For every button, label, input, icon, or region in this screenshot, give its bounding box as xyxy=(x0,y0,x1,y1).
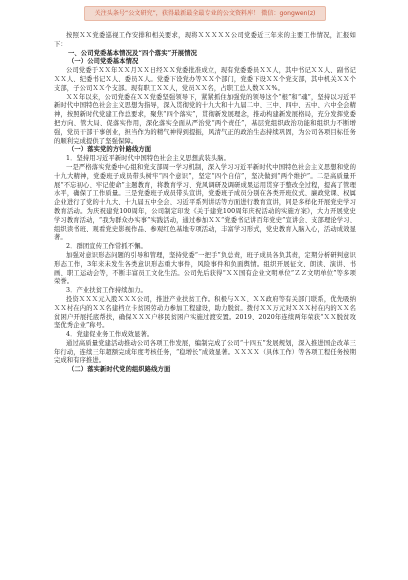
top-banner: 关注头条号“公文研究”，获得最新最全最专业的公文资料库！ 微信：gongwen(z) xyxy=(84,6,326,21)
subsection-heading-organization: （二）落实新时代党的组织路线方面 xyxy=(68,366,171,374)
paragraph-business: 通过高质量党建活动推动公司各项工作发展，编制完成了公司“十四五”发展规划，深入推进国企改革三年行动，连续三年超额完成年度考核任务，“稳增长”成效显著。ＸＸＸＸ（具体工作）等各项工程任务按期完成和有序推进。 xyxy=(54,339,356,365)
intro-paragraph: 按照ＸＸ党委巡视工作安排和相关要求，现将ＸＸＸＸＸ公司党委近三年来的主要工作情况，汇报如下： xyxy=(54,32,356,48)
list-item-2: 2．群团宣传工作常抓不懈。 xyxy=(66,243,147,251)
paragraph-poverty: 投资ＸＸＸ元入股ＸＸＸ公司，推进产业扶贫工作。积极与ＸＸ、ＸＸ政府等有关部门联系，优先吸纳ＸＸ村在内的ＸＸ名建档立卡贫困劳动力参加工程建设，助力脱贫。拨付ＸＸ万元对ＸＸＸ村在内的ＸＸ名贫困户开展托底帮扶，确保ＸＸＸ户移民贫困户实施过渡安置。2019、2020年连续两年荣获“ＸＸ脱贫攻坚优秀企业”称号。 xyxy=(54,295,356,330)
list-item-3: 3．产业扶贫工作持续加力。 xyxy=(66,287,147,295)
paragraph-overview: ＸＸ年以来，公司党委在ＸＸ党委坚强领导下，紧紧抓住加强党的领导这个“根”和“魂”，坚持以习近平新时代中国特色社会主义思想为指导，深入贯彻党的十九大和十九届二中、三中、四中、五中、六中全会精神，按照新时代党建工作总要求，聚焦“四个落实”，贯彻新发展理念，推动构建新发展格局，充分发挥党委把方向、管大局、促落实作用，深化落实全面从严治党“两个责任”，基层党组织政治功能和组织力不断增强，党员干部干事创业，担当作为的精气神得到提振，风清气正的政治生态持续巩固，为公司各项目标任务的顺利完成提供了坚强保障。 xyxy=(54,93,356,145)
paragraph-ideology: 加强对意识形态问题的引导和管理，坚持党委“一把手”负总责，班子成员各负其责，定期分析研判意识形态工作，3年来未发生各类意识形态重大事件，风险事件和负面舆情。组织开展征文、朗读、演讲、书画、职工运动会等，不断丰富员工文化生活。公司先后获得“ＸＸ国有企业文明单位”ＺＺ文明单位”等多项荣誉。 xyxy=(54,251,356,286)
document-body xyxy=(54,32,356,375)
list-item-4: 4．党建促业务工作成效显著。 xyxy=(66,331,154,339)
section-heading-1: 一、公司党委基本情况及“四个落实”开展情况 xyxy=(68,49,197,57)
subsection-heading-policy-line: （一）落实党的方针路线方面 xyxy=(68,146,152,154)
list-item-1: 1．坚持用习近平新时代中国特色社会主义思想武装头脑。 xyxy=(66,155,231,163)
paragraph-basic-info: 公司党委于ＸＸ年ＸＸ月ＸＸ日经ＸＸ党委批准成立，现有党委委员ＸＸ人，其中书记ＸＸ人、副书记ＸＸ人、纪委书记Ｘ人、委员Ｘ人。党委下设党办等ＸＸ个部门，党委下设ＸＸ个党支部，其中机关ＸＸ个支部，子公司ＸＸ个支部。现有职工ＸＸ人，党员ＸＸ名，占职工总人数ＸＸ%。 xyxy=(54,67,356,92)
paragraph-study: 一是严格落实党委中心组和党支部周一学习机制，深入学习习近平新时代中国特色社会主义思想和党的十九大精神，党委班子成员带头树牢“四个意识”，坚定“四个自信”，坚决做到“两个维护”。二是高质量开展“不忘初心、牢记使命”主题教育，将教育学习、党风调研及调研成果运用贯穿于整改全过程，提高了管理水平，确保了工作质量。三是党委班子成员带头宣讲，党委班子成员分别在各类开班仪式、廉政党课、权属企业进行了党的十九大、十九届五中全会、习近平系列讲话等方面进行教育宣讲，同是多样化开展党史学习教育活动。为庆祝建党100周年，公司制定印发《关于建党100周年庆祝活动的实施方案》，大力开展党史学习教育活动，“我为群众办实事”实践活动，通过参加ＸＸ“党委书记讲百年党史”宣讲会、支部理论学习、组织读书班、观看党史影视作品、参观红色基地专项活动，丰富学习形式，党史教育入脑入心，活动成效显著。 xyxy=(54,163,356,242)
subsection-heading-basic-info: （一）公司党委基本情况 xyxy=(68,58,139,66)
